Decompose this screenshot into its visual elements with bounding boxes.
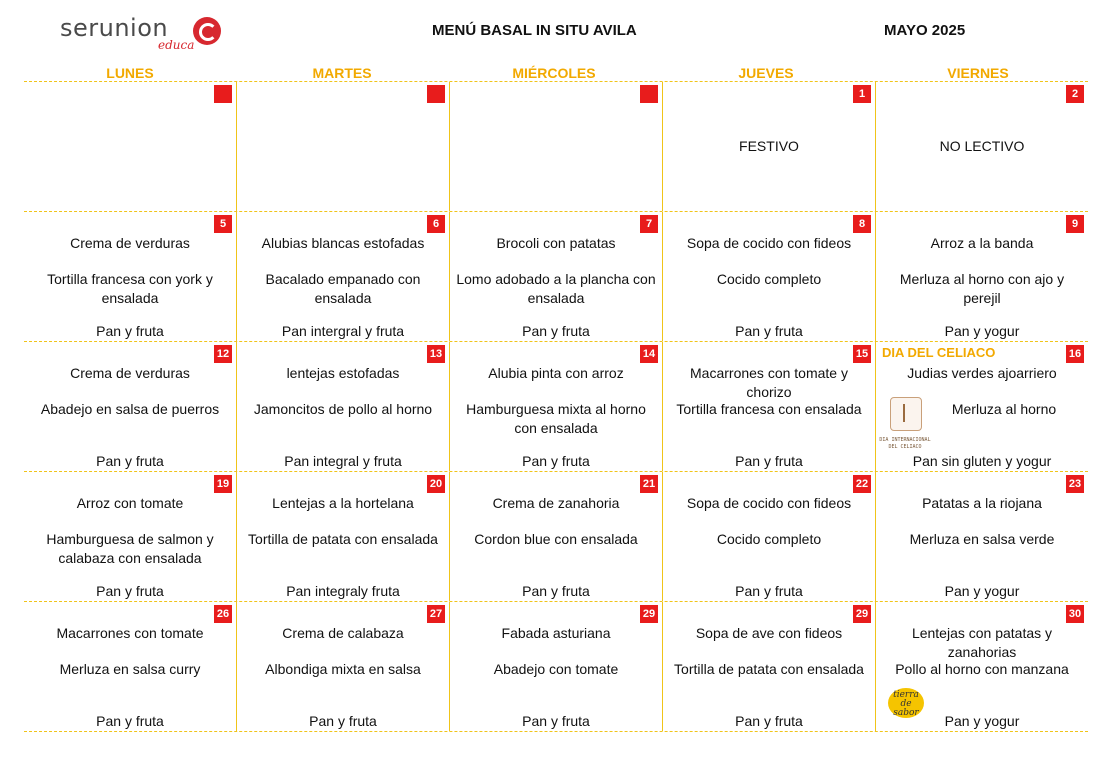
day-cell (24, 472, 237, 601)
second-course: Hamburguesa mixta al horno con ensalada (466, 401, 646, 436)
first-course: Fabada asturiana (501, 625, 611, 641)
day-number-badge: 20 (427, 475, 445, 493)
dessert: Pan integral y fruta (284, 453, 402, 469)
day-number-badge: 5 (214, 215, 232, 233)
week-row (24, 211, 1088, 341)
dessert: Pan y fruta (735, 713, 803, 729)
dessert: Pan integraly fruta (286, 583, 400, 599)
day-cell (237, 602, 450, 731)
first-course: Lentejas con patatas y zanahorias (911, 625, 1053, 660)
logo-subtext: educa (158, 38, 195, 52)
first-course: lentejas estofadas (286, 365, 400, 381)
day-note: FESTIVO (739, 138, 799, 154)
day-number-badge: 2 (1066, 85, 1084, 103)
day-cell (876, 212, 1088, 341)
second-course: Tortilla francesa con york y ensalada (47, 271, 213, 306)
day-cell (237, 212, 450, 341)
dessert: Pan y fruta (309, 713, 377, 729)
dessert: Pan y fruta (96, 713, 164, 729)
dessert: Pan y yogur (944, 323, 1020, 339)
day-cell (876, 82, 1088, 211)
second-course: Merluza en salsa curry (59, 661, 201, 677)
day-cell (876, 602, 1088, 731)
day-number-badge: 29 (853, 605, 871, 623)
day-number-badge: 27 (427, 605, 445, 623)
first-course: Brocoli con patatas (496, 235, 616, 251)
dessert: Pan sin gluten y yogur (912, 453, 1052, 469)
day-cell (24, 82, 237, 211)
first-course: Lentejas a la hortelana (272, 495, 414, 511)
day-cell (237, 342, 450, 471)
day-cell (237, 472, 450, 601)
first-course: Patatas a la riojana (922, 495, 1042, 511)
dessert: Pan y fruta (522, 323, 590, 339)
second-course: Cocido completo (716, 531, 822, 547)
day-cell (24, 602, 237, 731)
day-number-badge (640, 85, 658, 103)
dessert: Pan y fruta (735, 583, 803, 599)
day-cell (24, 212, 237, 341)
day-cell (663, 602, 876, 731)
dessert: Pan y fruta (735, 323, 803, 339)
celiac-day-icon (890, 397, 922, 431)
day-cell (876, 472, 1088, 601)
day-cell (663, 472, 876, 601)
day-number-badge: 9 (1066, 215, 1084, 233)
day-note: NO LECTIVO (939, 138, 1025, 154)
day-number-badge: 13 (427, 345, 445, 363)
day-header-viernes: VIERNES (947, 65, 1009, 81)
day-number-badge: 7 (640, 215, 658, 233)
second-course: Lomo adobado a la plancha con ensalada (456, 271, 656, 306)
day-number-badge: 30 (1066, 605, 1084, 623)
first-course: Judias verdes ajoarriero (907, 365, 1057, 381)
day-number-badge: 6 (427, 215, 445, 233)
day-cell (450, 472, 663, 601)
first-course: Arroz a la banda (930, 235, 1034, 251)
day-number-badge: 16 (1066, 345, 1084, 363)
day-cell (663, 82, 876, 211)
day-number-badge: 29 (640, 605, 658, 623)
first-course: Crema de verduras (70, 235, 190, 251)
day-headers (24, 65, 1088, 81)
day-cell (663, 342, 876, 471)
first-course: Arroz con tomate (76, 495, 184, 511)
dessert: Pan y fruta (522, 713, 590, 729)
day-number-badge (427, 85, 445, 103)
day-number-badge: 1 (853, 85, 871, 103)
day-cell (450, 82, 663, 211)
second-course: Merluza al horno con ajo y perejil (899, 271, 1065, 306)
second-course: Abadejo con tomate (493, 661, 619, 677)
second-course: Pollo al horno con manzana (895, 661, 1069, 677)
week-row (24, 471, 1088, 601)
first-course: Macarrones con tomate y chorizo (690, 365, 848, 400)
day-cell (663, 212, 876, 341)
day-number-badge: 22 (853, 475, 871, 493)
day-number-badge: 21 (640, 475, 658, 493)
day-header-miércoles: MIÉRCOLES (512, 65, 596, 81)
first-course: Crema de verduras (70, 365, 190, 381)
day-cell (24, 342, 237, 471)
dessert: Pan y fruta (96, 583, 164, 599)
day-cell (450, 342, 663, 471)
day-number-badge: 26 (214, 605, 232, 623)
second-course: Tortilla francesa con ensalada (676, 401, 862, 417)
day-number-badge: 14 (640, 345, 658, 363)
first-course: Sopa de cocido con fideos (686, 235, 852, 251)
second-course: Abadejo en salsa de puerros (40, 401, 220, 417)
second-course: Cordon blue con ensalada (474, 531, 638, 547)
day-header-lunes: LUNES (106, 65, 154, 81)
month-label: MAYO 2025 (884, 22, 966, 39)
week-row (24, 341, 1088, 471)
day-number-badge: 15 (853, 345, 871, 363)
day-number-badge (214, 85, 232, 103)
dessert: Pan y fruta (735, 453, 803, 469)
second-course: Merluza al horno (951, 401, 1057, 417)
day-cell (450, 212, 663, 341)
day-number-badge: 23 (1066, 475, 1084, 493)
dessert: Pan y fruta (96, 453, 164, 469)
second-course: Albondiga mixta en salsa (265, 661, 421, 677)
day-cell (876, 342, 1088, 471)
second-course: Tortilla de patata con ensalada (674, 661, 864, 677)
dessert: Pan y fruta (522, 583, 590, 599)
second-course: Cocido completo (716, 271, 822, 287)
dessert: Pan intergral y fruta (281, 323, 405, 339)
first-course: Sopa de ave con fideos (695, 625, 843, 641)
dessert: Pan y fruta (522, 453, 590, 469)
menu-calendar (24, 65, 1088, 732)
second-course: Hamburguesa de salmon y calabaza con ensalada (46, 531, 214, 566)
second-course: Tortilla de patata con ensalada (248, 531, 438, 547)
dessert: Pan y fruta (96, 323, 164, 339)
logo-text: serunion (60, 14, 169, 42)
weeks-container (24, 81, 1088, 732)
tierra-de-sabor-logo-icon: tierra de sabor (888, 688, 924, 718)
dessert: Pan y yogur (944, 583, 1020, 599)
day-header-jueves: JUEVES (738, 65, 794, 81)
page-title: MENÚ BASAL IN SITU AVILA (432, 22, 637, 39)
day-cell (237, 82, 450, 211)
first-course: Crema de zanahoria (492, 495, 620, 511)
week-row (24, 81, 1088, 211)
day-number-badge: 8 (853, 215, 871, 233)
day-cell (450, 602, 663, 731)
day-header-martes: MARTES (312, 65, 372, 81)
second-course: Bacalado empanado con ensalada (265, 271, 421, 306)
first-course: Alubias blancas estofadas (261, 235, 425, 251)
celiac-badge-text: DIA INTERNACIONAL DEL CELIACO (879, 437, 931, 450)
first-course: Macarrones con tomate (56, 625, 204, 641)
first-course: Alubia pinta con arroz (488, 365, 624, 381)
dessert: Pan y yogur (944, 713, 1020, 729)
second-course: Jamoncitos de pollo al horno (253, 401, 433, 417)
first-course: Sopa de cocido con fideos (686, 495, 852, 511)
day-number-badge: 12 (214, 345, 232, 363)
special-day-label: DIA DEL CELIACO (882, 345, 996, 360)
week-row (24, 601, 1088, 732)
logo-mark-icon (193, 17, 221, 45)
second-course: Merluza en salsa verde (909, 531, 1055, 547)
first-course: Crema de calabaza (282, 625, 404, 641)
day-number-badge: 19 (214, 475, 232, 493)
